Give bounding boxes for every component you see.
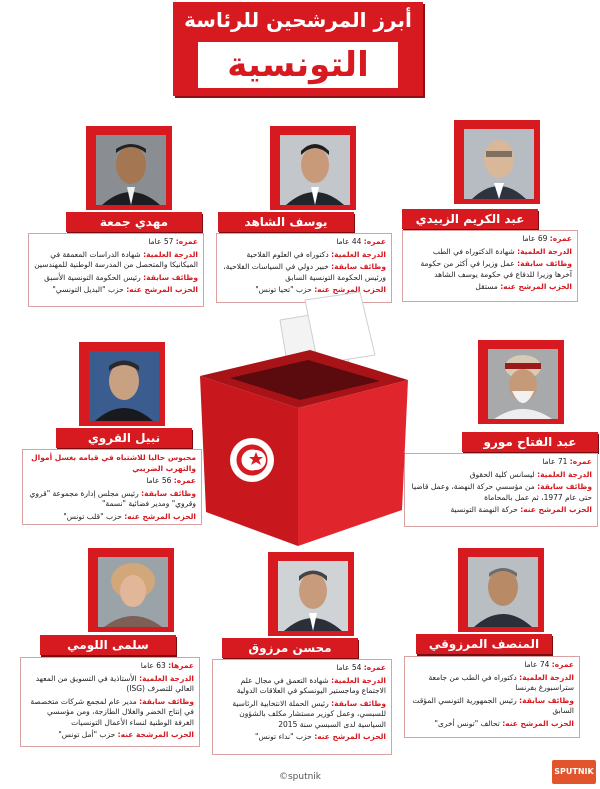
- candidate-photo-frame: [270, 126, 356, 210]
- candidate-name: عبد الفتاح مورو: [462, 432, 598, 452]
- party: حزب "أمل تونس": [58, 730, 116, 739]
- party: حزب "تحيا تونس": [255, 285, 312, 294]
- candidate-photo-frame: [79, 342, 165, 426]
- candidate-name: عبد الكريم الزبيدي: [402, 209, 538, 229]
- candidate-name: مهدي جمعة: [66, 212, 202, 232]
- party: مستقل: [475, 282, 498, 291]
- candidate-photo: [98, 557, 168, 627]
- party: حزب "البديل التونسي": [52, 285, 124, 294]
- candidate-card: عمره: 44 عاما الدرجة العلمية: دكتوراه في العلوم الفلاحية وظائف سابقة: خبير دولي في السياسات الفلاحية، ورئيس الحكومة التونسية السابق الحزب المرشح عنه: حزب "تحيا تونس": [216, 233, 392, 303]
- age: 71 عاما: [542, 457, 568, 466]
- candidate-card: عمره: 74 عاما الدرجة العلمية: دكتوراه في الطب من جامعة ستراسبورغ بفرنسا وظائف سابقة: رئيس الجمهورية التونسي المؤقت السابق الحزب المرشح عنه: تحالف "تونس أخرى": [404, 656, 580, 738]
- party: حركة النهضة التونسية: [450, 505, 518, 514]
- degree: دكتوراه في العلوم الفلاحية: [246, 249, 329, 259]
- candidate-photo: [280, 135, 350, 205]
- candidate-card: عمرها: 63 عاما الدرجة العلمية: الأستاذية في التسويق من المعهد العالي للتصرف (ISG) وظائف سابقة: مدير عام لمجمع شركات متخصصة في إنتاج الخضر والغلال الطازجة، ومن مؤسسي الغرفة الوطنية لنساء الأعمال التونسيات الحزب المرشحة عنه: حزب "أمل تونس": [20, 657, 200, 747]
- candidate-photo-frame: [88, 548, 174, 632]
- candidate-name: سلمى اللومي: [40, 635, 176, 655]
- title-line2: التونسية: [198, 42, 398, 88]
- age: 54 عاما: [336, 663, 362, 672]
- candidate-photo: [468, 557, 538, 627]
- candidate-card: عمره: 54 عاما الدرجة العلمية: شهادة التعمق في مجال علم الاجتماع وماجستير اليونسكو في العلاقات الدولية وظائف سابقة: رئيس الحملة الانتخابية الرئاسية للسبسي، وعمل كوزير مستشار مكلف بالشؤون السياسية لدى السبسي سنة 2015 الحزب المرشح عنه: حزب "نداء تونس": [212, 659, 392, 755]
- candidate-card: عمره: 71 عاما الدرجة العلمية: ليسانس كلية الحقوق وظائف سابقة: من مؤسسي حركة النهضة، وعمل قاضيا حتى عام 1977، ثم عمل بالمحاماة الحزب المرشح عنه: حركة النهضة التونسية: [404, 453, 598, 527]
- candidate-photo-frame: [478, 340, 564, 424]
- party: تحالف "تونس أخرى": [434, 718, 500, 728]
- sputnik-credit: ©sputnik: [278, 772, 322, 782]
- candidate-photo: [278, 561, 348, 631]
- degree: الأستاذية في التسويق من المعهد العالي للتصرف (ISG): [35, 673, 194, 693]
- party: حزب "نداء تونس": [255, 732, 312, 741]
- jobs: مدير عام لمجمع شركات متخصصة في إنتاج الخضر والغلال الطازجة، ومن مؤسسي الغرفة الوطنية لنساء الأعمال التونسيات: [30, 696, 194, 727]
- degree: ليسانس كلية الحقوق: [469, 469, 535, 479]
- age: 56 عاما: [146, 476, 172, 485]
- jobs: من مؤسسي حركة النهضة، وعمل قاضيا حتى عام 1977، ثم عمل بالمحاماة: [411, 482, 592, 502]
- degree: شهادة الدراسات المعمقة في الميكانيكا والمتحصل من المدرسة الوطنية للمهندسين: [34, 249, 198, 269]
- candidate-photo-frame: [458, 548, 544, 632]
- candidate-photo-frame: [454, 120, 540, 204]
- age: 74 عاما: [524, 660, 550, 669]
- jobs: رئيس الحملة الانتخابية الرئاسية للسبسي، وعمل كوزير مستشار مكلف بالشؤون السياسية لدى السبسي سنة 2015: [232, 698, 386, 729]
- age: 44 عاما: [336, 237, 362, 246]
- age: 63 عاما: [140, 661, 166, 670]
- jobs: خبير دولي في السياسات الفلاحية، ورئيس الحكومة التونسية السابق: [223, 262, 386, 282]
- candidate-name: نبيل القروي: [56, 428, 192, 448]
- sputnik-logo: SPUTNIK: [552, 760, 596, 784]
- title-banner: [173, 2, 423, 96]
- degree: شهادة الدكتوراه في الطب: [432, 246, 515, 256]
- title-line1: أبرز المرشحين للرئاسة: [184, 8, 412, 32]
- degree: شهادة التعمق في مجال علم الاجتماع وماجستير اليونسكو في العلاقات الدولية: [236, 675, 386, 695]
- tunisia-flag-emblem: [230, 438, 274, 482]
- status-note: محبوس حاليا للاشتباه في قيامه بغسل أموال والتهرب الضريبي: [31, 453, 196, 473]
- age: 57 عاما: [148, 237, 174, 246]
- candidate-name: المنصف المرزوقي: [416, 634, 552, 654]
- age: 69 عاما: [522, 234, 548, 243]
- jobs: رئيس مجلس إدارة مجموعة "قروي وقروي" ومدير فضائية "نسمة": [29, 488, 196, 508]
- candidate-photo: [464, 129, 534, 199]
- jobs: عمل وزيرا في أكثر من حكومة آخرها وزيرا للدفاع في حكومة يوسف الشاهد: [420, 259, 572, 279]
- candidate-photo: [488, 349, 558, 419]
- ballot-box-illustration: [190, 280, 416, 550]
- candidate-photo: [89, 351, 159, 421]
- party: حزب "قلب تونس": [63, 511, 122, 521]
- candidate-photo: [96, 135, 166, 205]
- degree: دكتوراه في الطب من جامعة ستراسبورغ بفرنسا: [428, 672, 574, 692]
- candidate-name: محسن مرزوق: [222, 638, 358, 658]
- candidate-card: عمره: 57 عاما الدرجة العلمية: شهادة الدراسات المعمقة في الميكانيكا والمتحصل من المدرسة الوطنية للمهندسين وظائف سابقة: رئيس الحكومة التونسية الأسبق الحزب المرشح عنه: حزب "البديل التونسي": [28, 233, 204, 307]
- candidate-photo-frame: [86, 126, 172, 210]
- candidate-card: عمره: 69 عاما الدرجة العلمية: شهادة الدكتوراه في الطب وظائف سابقة: عمل وزيرا في أكثر من حكومة آخرها وزيرا للدفاع في حكومة يوسف الشاهد الحزب المرشح عنه: مستقل: [402, 230, 578, 302]
- candidate-card: محبوس حاليا للاشتباه في قيامه بغسل أموال والتهرب الضريبي عمره: 56 عاما وظائف سابقة: رئيس مجلس إدارة مجموعة "قروي وقروي" ومدير فضائية "نسمة" الحزب المرشح عنه: حزب "قلب تونس": [22, 449, 202, 525]
- candidate-photo-frame: [268, 552, 354, 636]
- jobs: رئيس الحكومة التونسية الأسبق: [44, 272, 141, 282]
- candidate-name: يوسف الشاهد: [218, 212, 354, 232]
- jobs: رئيس الجمهورية التونسي المؤقت السابق: [412, 695, 574, 715]
